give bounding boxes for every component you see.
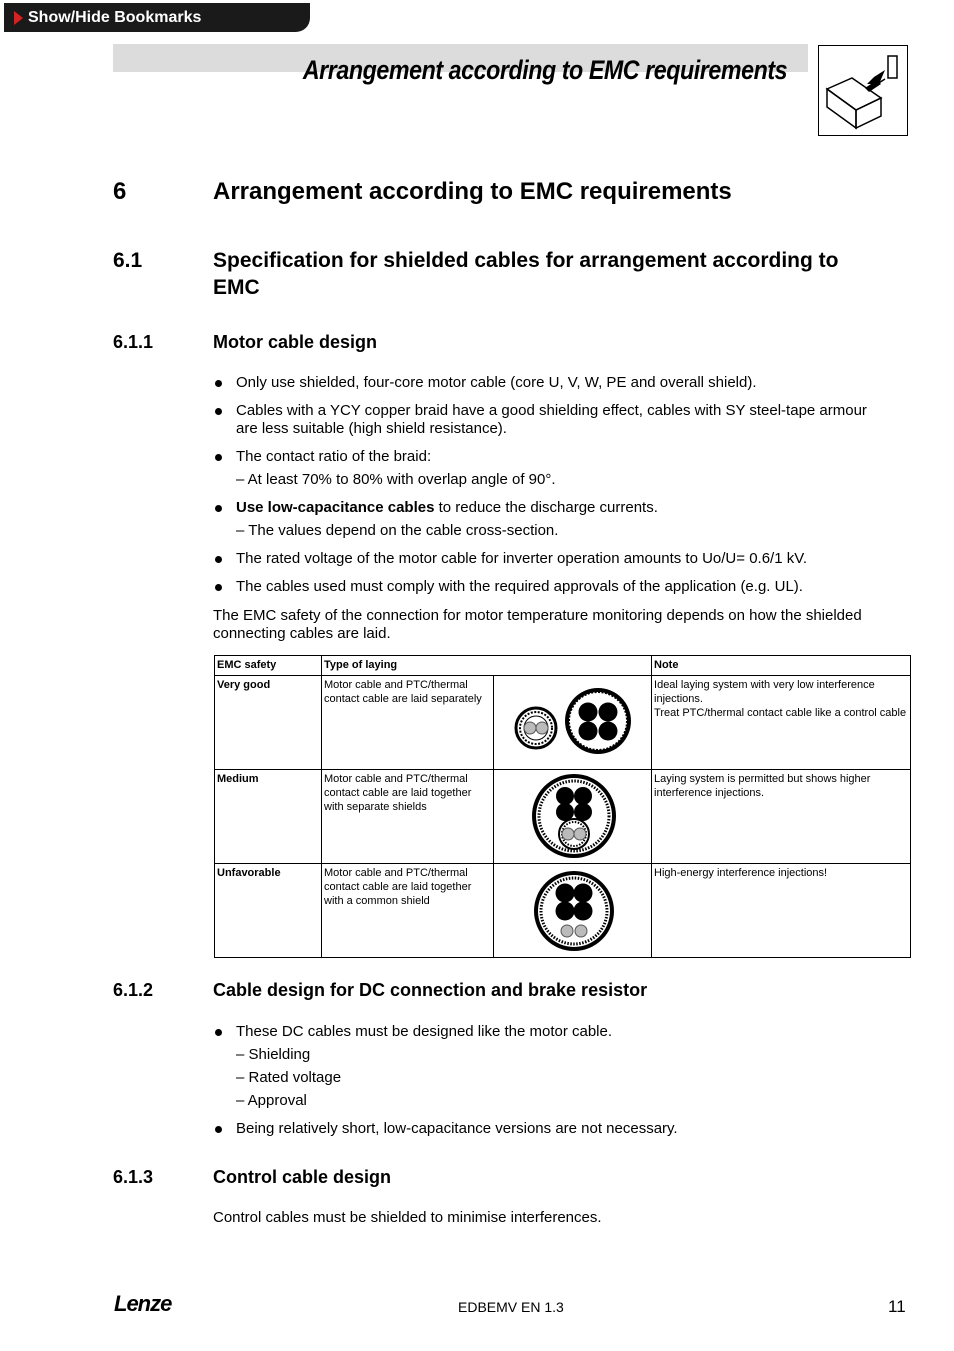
section-6-1-1-number: 6.1.1 [113, 332, 154, 352]
emc-safety-paragraph: The EMC safety of the connection for motor temperature monitoring depends on how the shielded connecting cables are laid. [213, 607, 862, 642]
list-item: Only use shielded, four-core motor cable (core U, V, W, PE and overall shield). [213, 374, 885, 392]
motor-cable-bullets [213, 374, 885, 596]
section-6-1-3-number: 6.1.3 [113, 1167, 154, 1187]
emc-rating: Medium [215, 770, 322, 864]
table-header-emc: EMC safety [215, 656, 322, 676]
bookmark-arrow-icon [14, 11, 23, 25]
section-6-1-title-line1: Specification for shielded cables for arrangement according to [213, 249, 839, 272]
laying-type: Motor cable and PTC/thermal contact cable are laid separately [322, 676, 494, 770]
header-title: Arrangement according to EMC requirements [302, 55, 787, 85]
note-cell [652, 864, 911, 958]
table-row [215, 676, 911, 770]
table-row [215, 770, 911, 864]
note-text: Ideal laying system with very low interference injections. [654, 679, 875, 705]
table-header-laying: Type of laying [322, 656, 652, 676]
section-6-1-1-title: Motor cable design [213, 332, 378, 352]
bookmarks-button-label: Show/Hide Bookmarks [28, 9, 202, 26]
list-item: Being relatively short, low-capacitance versions are not necessary. [213, 1120, 893, 1138]
section-6-1-title [213, 247, 903, 301]
list-item: Use low-capacitance cables to reduce the discharge currents. – The values depend on the cable cross-section. [213, 499, 885, 540]
document-code: EDBEMV EN 1.3 [458, 1299, 564, 1315]
control-cable-paragraph: Control cables must be shielded to minimise interferences. [213, 1209, 602, 1226]
section-6-1-2-title: Cable design for DC connection and brake resistor [213, 980, 648, 1000]
dc-cable-bullets [213, 1023, 893, 1138]
lenze-logo: Lenze [114, 1291, 172, 1316]
laying-type: Motor cable and PTC/thermal contact cable are laid together with separate shields [322, 770, 494, 864]
section-6-1-title-line2: EMC [213, 276, 260, 299]
separate-shields-cable-icon [494, 770, 652, 864]
emc-rating: Very good [215, 676, 322, 770]
emc-laying-table [214, 655, 911, 958]
section-6-1-number: 6.1 [113, 249, 143, 272]
list-item: The rated voltage of the motor cable for inverter operation amounts to Uo/U= 0.6/1 kV. [213, 550, 885, 568]
emc-rating: Unfavorable [215, 864, 322, 958]
note-text: Laying system is permitted but shows higher interference injections. [654, 773, 871, 799]
show-hide-bookmarks-button[interactable] [4, 3, 310, 32]
note-text: Treat PTC/thermal contact cable like a control cable [654, 707, 907, 719]
section-6-1-2-number: 6.1.2 [113, 980, 154, 1000]
list-item: The contact ratio of the braid: – At least 70% to 80% with overlap angle of 90°. [213, 448, 885, 489]
page-number: 11 [888, 1297, 906, 1316]
list-item: The cables used must comply with the required approvals of the application (e.g. UL). [213, 578, 885, 596]
list-item: These DC cables must be designed like the motor cable. – Shielding – Rated voltage – Approval [213, 1023, 893, 1110]
common-shield-cable-icon [494, 864, 652, 958]
note-cell [652, 770, 911, 864]
laying-type: Motor cable and PTC/thermal contact cable are laid together with a common shield [322, 864, 494, 958]
note-text: High-energy interference injections! [654, 867, 828, 879]
table-header-note: Note [652, 656, 911, 676]
table-row [215, 864, 911, 958]
product-box-icon [818, 45, 908, 136]
section-6-number: 6 [113, 178, 127, 205]
section-6-1-3-title: Control cable design [213, 1167, 392, 1187]
section-6-title: Arrangement according to EMC requirements [213, 178, 732, 205]
note-cell [652, 676, 911, 770]
list-item: Cables with a YCY copper braid have a good shielding effect, cables with SY steel-tape armour are less suitable (high shield resistance). [213, 402, 885, 438]
separate-cables-icon [494, 676, 652, 770]
